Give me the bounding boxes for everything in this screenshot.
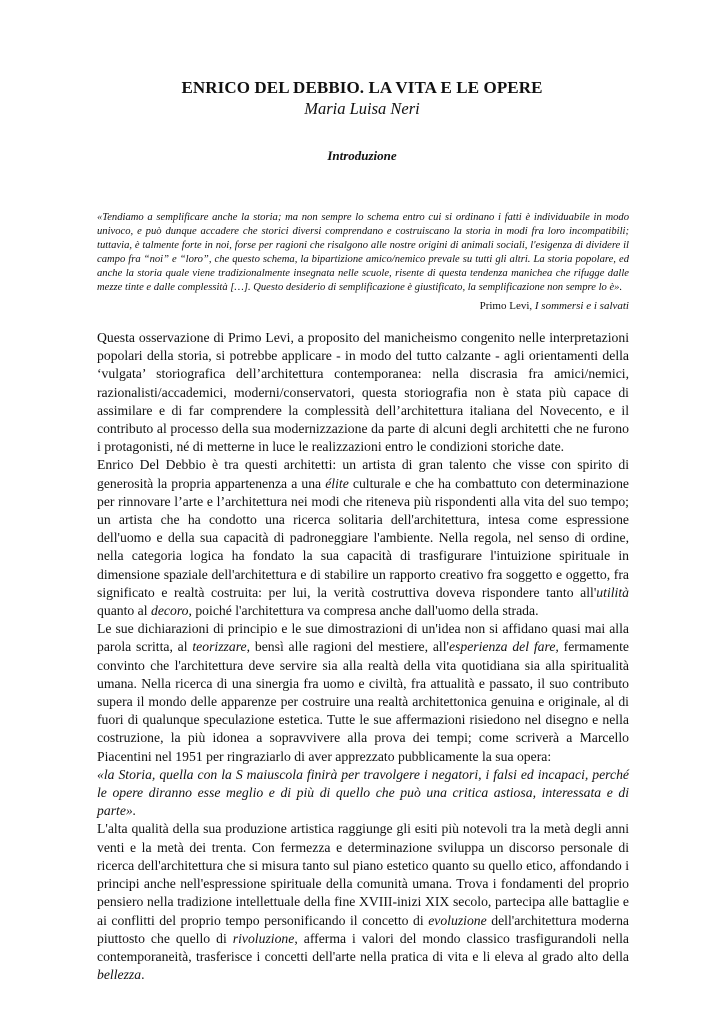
emphasis-teorizzare: teorizzare [192, 639, 247, 655]
emphasis-evoluzione: evoluzione [428, 912, 487, 928]
text-run: fermamente convinto che l'architettura deve servire sia alla realtà della vita quotidiana sia alla spiritualità umana. Nella ricerca di una sinergia fra uomo e civiltà, fra attualità e passato, il suo contributo supera il mondo delle apparenze per costruire una realtà architettonica genuina e originale, al di fuori di qualunque speculazione estetica. Tutte le sue affermazioni risiedono nel disegno e nella costruzione, la più idonea a sopravvivere alla prova dei tempi; come scriverà a Marcello Piacentini nel 1951 per ringraziarlo di aver apprezzato pubblicamente la sua opera: [97, 639, 629, 764]
text-run: culturale e che ha combattuto con determinazione per rinnovare l’arte e l’architettura nei modi che riteneva più rispondenti alla vita del suo tempo; un artista che ha condotto una ricerca solitaria dell'architettura, intesa come espressione dell'uomo e della sua capacità di padroneggiare l'ambiente. Nella regola, nel senso di ordine, nella categoria logica ha fondato la sua capacità di trasfigurare l'intuizione spirituale in dimensione spaziale dell'architettura e di stabilire un rapporto creativo fra soggetto e oggetto, fra significato e realtà costruita: per lui, la verità costruttiva doveva rispondere tanto all' [97, 475, 629, 600]
quote-paragraph: «la Storia, quella con la S maiuscola finirà per travolgere i negatori, i falsi ed incapaci, perché le opere diranno esse meglio e di più di quello che può una critica astiosa, interessata e di parte». [97, 766, 629, 819]
text-run: , bensì alle ragioni del mestiere, all' [246, 639, 449, 655]
document-title: ENRICO DEL DEBBIO. LA VITA E LE OPERE [181, 78, 543, 97]
paragraph-3 [97, 620, 629, 766]
epigraph-work: I sommersi e i salvati [534, 300, 629, 312]
emphasis-elite: élite [325, 475, 349, 491]
text-run: L'alta qualità della sua produzione artistica raggiunge gli esiti più notevoli tra la metà degli anni venti e la metà dei trenta. Con fermezza e determinazione sviluppa un discorso personale di ricerca dell'architettura che si misura tanto sul piano estetico quanto su quello etico, affondando i principi anche nell'espressione spirituale della comunità umana. Trova i fondamenti del proprio pensiero nella tradizione intellettuale della fine XVIII-inizi XIX secolo, partecipa alle battaglie e ai conflitti del proprio tempo personificando il concetto di [97, 821, 629, 928]
body-text [97, 329, 629, 984]
paragraph-4 [97, 820, 629, 984]
paragraph-1: Questa osservazione di Primo Levi, a proposito del manicheismo congenito nelle interpretazioni popolari della storia, si potrebbe applicare - in modo del tutto calzante - agli orientamenti della ‘vulgata’ storiografica dell’architettura contemporanea: nella discrasia fra amici/nemici, razionalisti/accademici, moderni/conservatori, questa storiografia non è stata più capace di assimilare e di far comprendere la complessità dell’architettura italiana del Novecento, e il contributo al processo della sua modernizzazione da parte di alcuni degli architetti che ne furono i protagonisti, né di metterne in luce le realizzazioni entro le condizioni storiche date. [97, 330, 629, 455]
paragraph-2 [97, 456, 629, 620]
epigraph-author: Primo Levi, [479, 300, 535, 312]
emphasis-rivoluzione: rivoluzione [232, 930, 295, 946]
text-run: Le sue dichiarazioni di principio e le sue dimostrazioni di un'idea non si affidano quasi mai alla parola scritta, al [97, 621, 629, 655]
section-heading: Introduzione [327, 148, 397, 163]
epigraph-quote: «Tendiamo a semplificare anche la storia; ma non sempre lo schema entro cui si ordinano i fatti è individuabile in modo univoco, e può dunque accadere che storici diversi comprendano e costruiscano la storia in modi fra loro incompatibili; tuttavia, è talmente forte in noi, forse per ragioni che risalgono alle nostre origini di animali sociali, l'esigenza di dividere il campo fra “noi” e “loro”, che questo schema, la bipartizione amico/nemico prevale su tutti gli altri. La storia popolare, ed anche la storia quale viene tradizionalmente insegnata nelle scuole, risente di questa tendenza manichea che rifugge dalle mezze tinte e dalle complessità […]. Questo desiderio di semplificazione è giustificato, la semplificazione non sempre lo è». [97, 212, 629, 293]
text-run: Enrico Del Debbio è tra questi architetti: un artista di gran talento che visse con spirito di generosità la propria appartenenza a una [97, 457, 629, 491]
document-author: Maria Luisa Neri [304, 99, 420, 118]
emphasis-esperienza: esperienza del fare, [448, 639, 559, 655]
emphasis-utilita: utilità [596, 584, 629, 600]
epigraph-attribution [480, 300, 629, 312]
text-run: . [141, 967, 145, 983]
emphasis-bellezza: bellezza [97, 967, 142, 983]
emphasis-decoro: decoro [150, 603, 189, 619]
text-run: quanto al [97, 603, 151, 619]
text-run: , poiché l'architettura va compresa anche dall'uomo della strada. [188, 603, 539, 619]
text-run: , afferma i valori del mondo classico trasfigurandoli nella contemporaneità, trasferisce i concetti dell'arte nella pratica di vita e li eleva al grado alto della [97, 930, 629, 964]
text-run: dell'architettura moderna piuttosto che quello di [97, 912, 629, 946]
